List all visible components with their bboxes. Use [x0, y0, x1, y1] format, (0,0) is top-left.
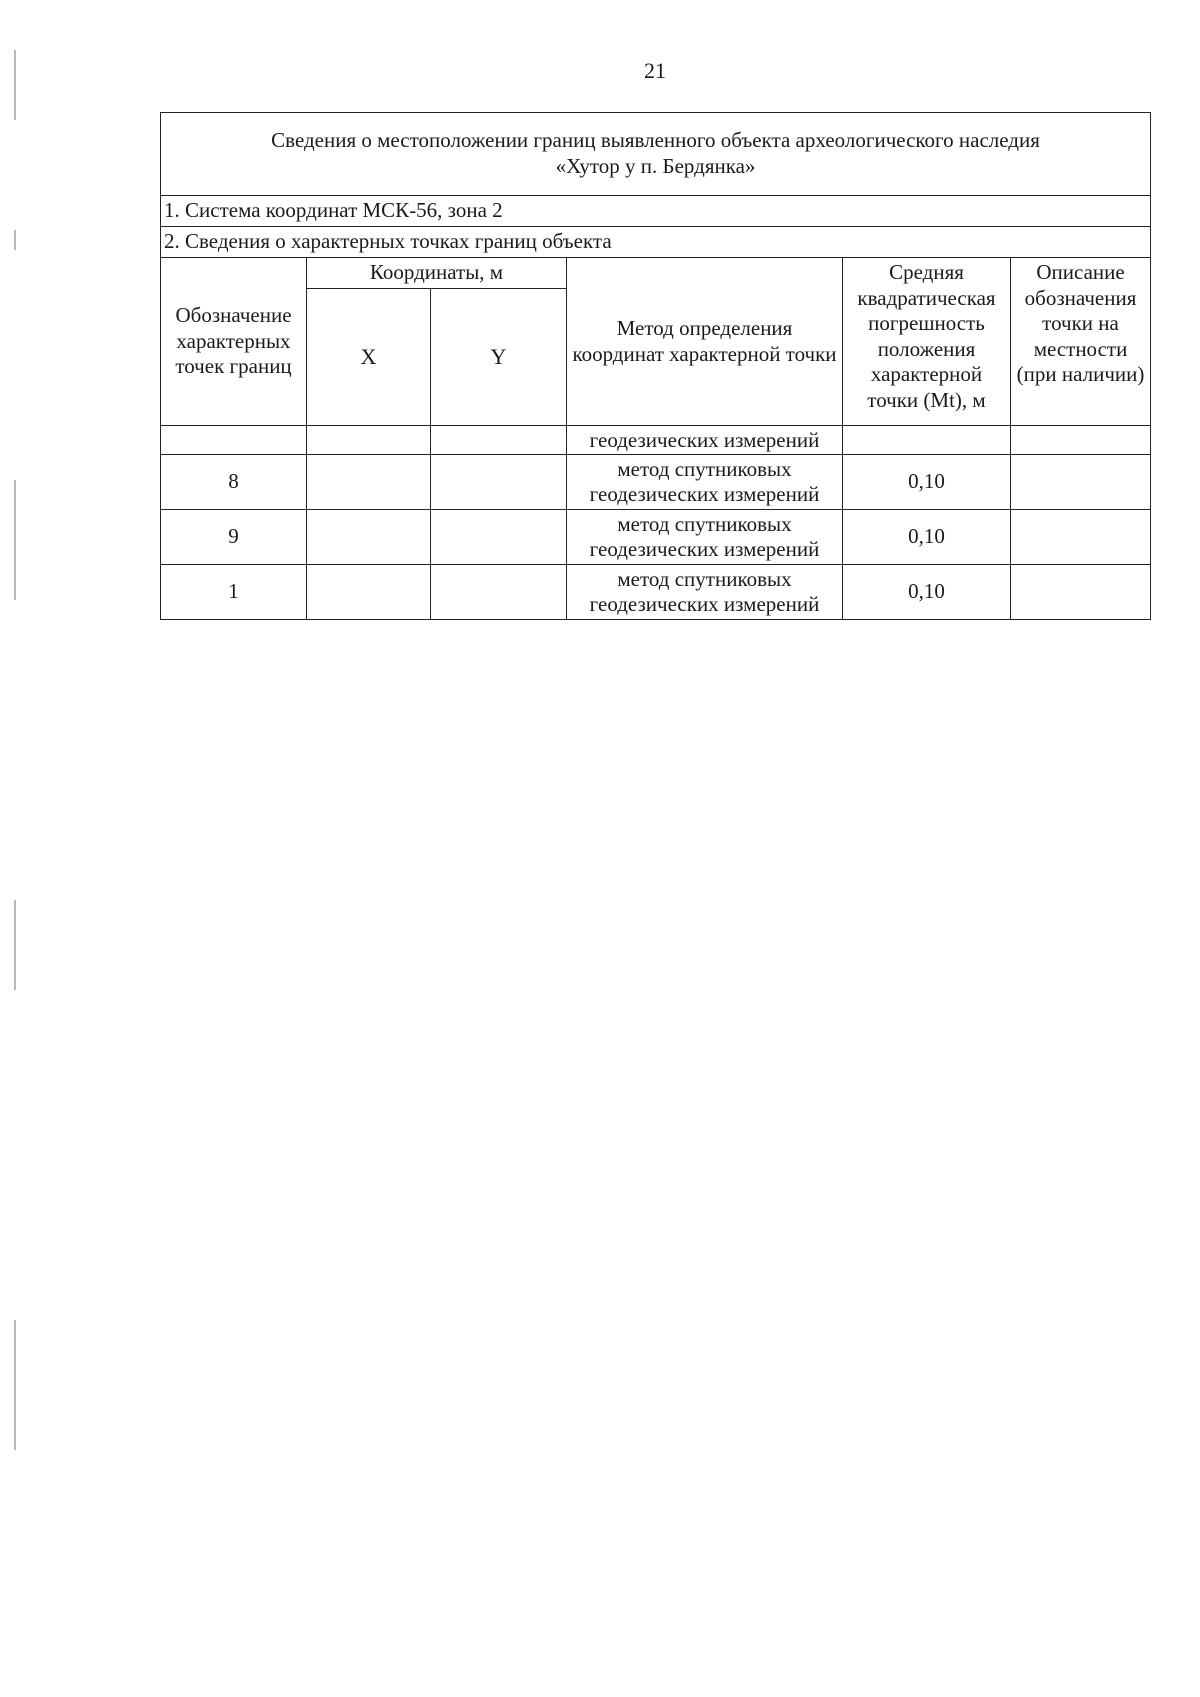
table-title-line-2: «Хутор у п. Бердянка» [555, 154, 756, 178]
cell-designation: 9 [161, 510, 307, 565]
cell-designation: 8 [161, 455, 307, 510]
cell-error: 0,10 [843, 565, 1011, 620]
cell-y [431, 565, 567, 620]
cell-error [843, 426, 1011, 455]
cell-description [1011, 455, 1151, 510]
page-number: 21 [644, 58, 666, 83]
cell-x [307, 565, 431, 620]
coordinate-system-row: 1. Система координат МСК-56, зона 2 [161, 196, 1151, 227]
cell-y [431, 455, 567, 510]
header-error: Средняя квадратическая погрешность положения характерной точки (Mt), м [843, 258, 1011, 426]
header-y: Y [431, 289, 567, 426]
cell-description [1011, 510, 1151, 565]
header-coordinates: Координаты, м [307, 258, 567, 289]
header-designation: Обозначение характерных точек границ [161, 258, 307, 426]
cell-designation [161, 426, 307, 455]
scan-edge-mark [14, 480, 16, 600]
table-row [161, 510, 1151, 565]
cell-x [307, 510, 431, 565]
scan-edge-mark [14, 230, 16, 250]
cell-method: метод спутниковых геодезических измерений [567, 455, 843, 510]
scan-edge-mark [14, 50, 16, 120]
cell-y [431, 426, 567, 455]
header-x: X [307, 289, 431, 426]
cell-x [307, 426, 431, 455]
table-row [161, 455, 1151, 510]
table-row-continuation [161, 426, 1151, 455]
cell-method: геодезических измерений [567, 426, 843, 455]
table-row [161, 565, 1151, 620]
boundary-points-table [160, 112, 1151, 620]
scan-edge-mark [14, 900, 16, 990]
cell-description [1011, 565, 1151, 620]
table-title-line-1: Сведения о местоположении границ выявленного объекта археологического наследия [271, 128, 1040, 153]
cell-description [1011, 426, 1151, 455]
scan-edge-mark [14, 1320, 16, 1450]
header-description: Описание обозначения точки на местности (при наличии) [1011, 258, 1151, 426]
cell-error: 0,10 [843, 510, 1011, 565]
header-method: Метод определения координат характерной точки [567, 258, 843, 426]
cell-method: метод спутниковых геодезических измерений [567, 565, 843, 620]
cell-error: 0,10 [843, 455, 1011, 510]
cell-x [307, 455, 431, 510]
cell-y [431, 510, 567, 565]
points-section-row: 2. Сведения о характерных точках границ объекта [161, 227, 1151, 258]
cell-method: метод спутниковых геодезических измерений [567, 510, 843, 565]
table-title [161, 113, 1151, 196]
cell-designation: 1 [161, 565, 307, 620]
